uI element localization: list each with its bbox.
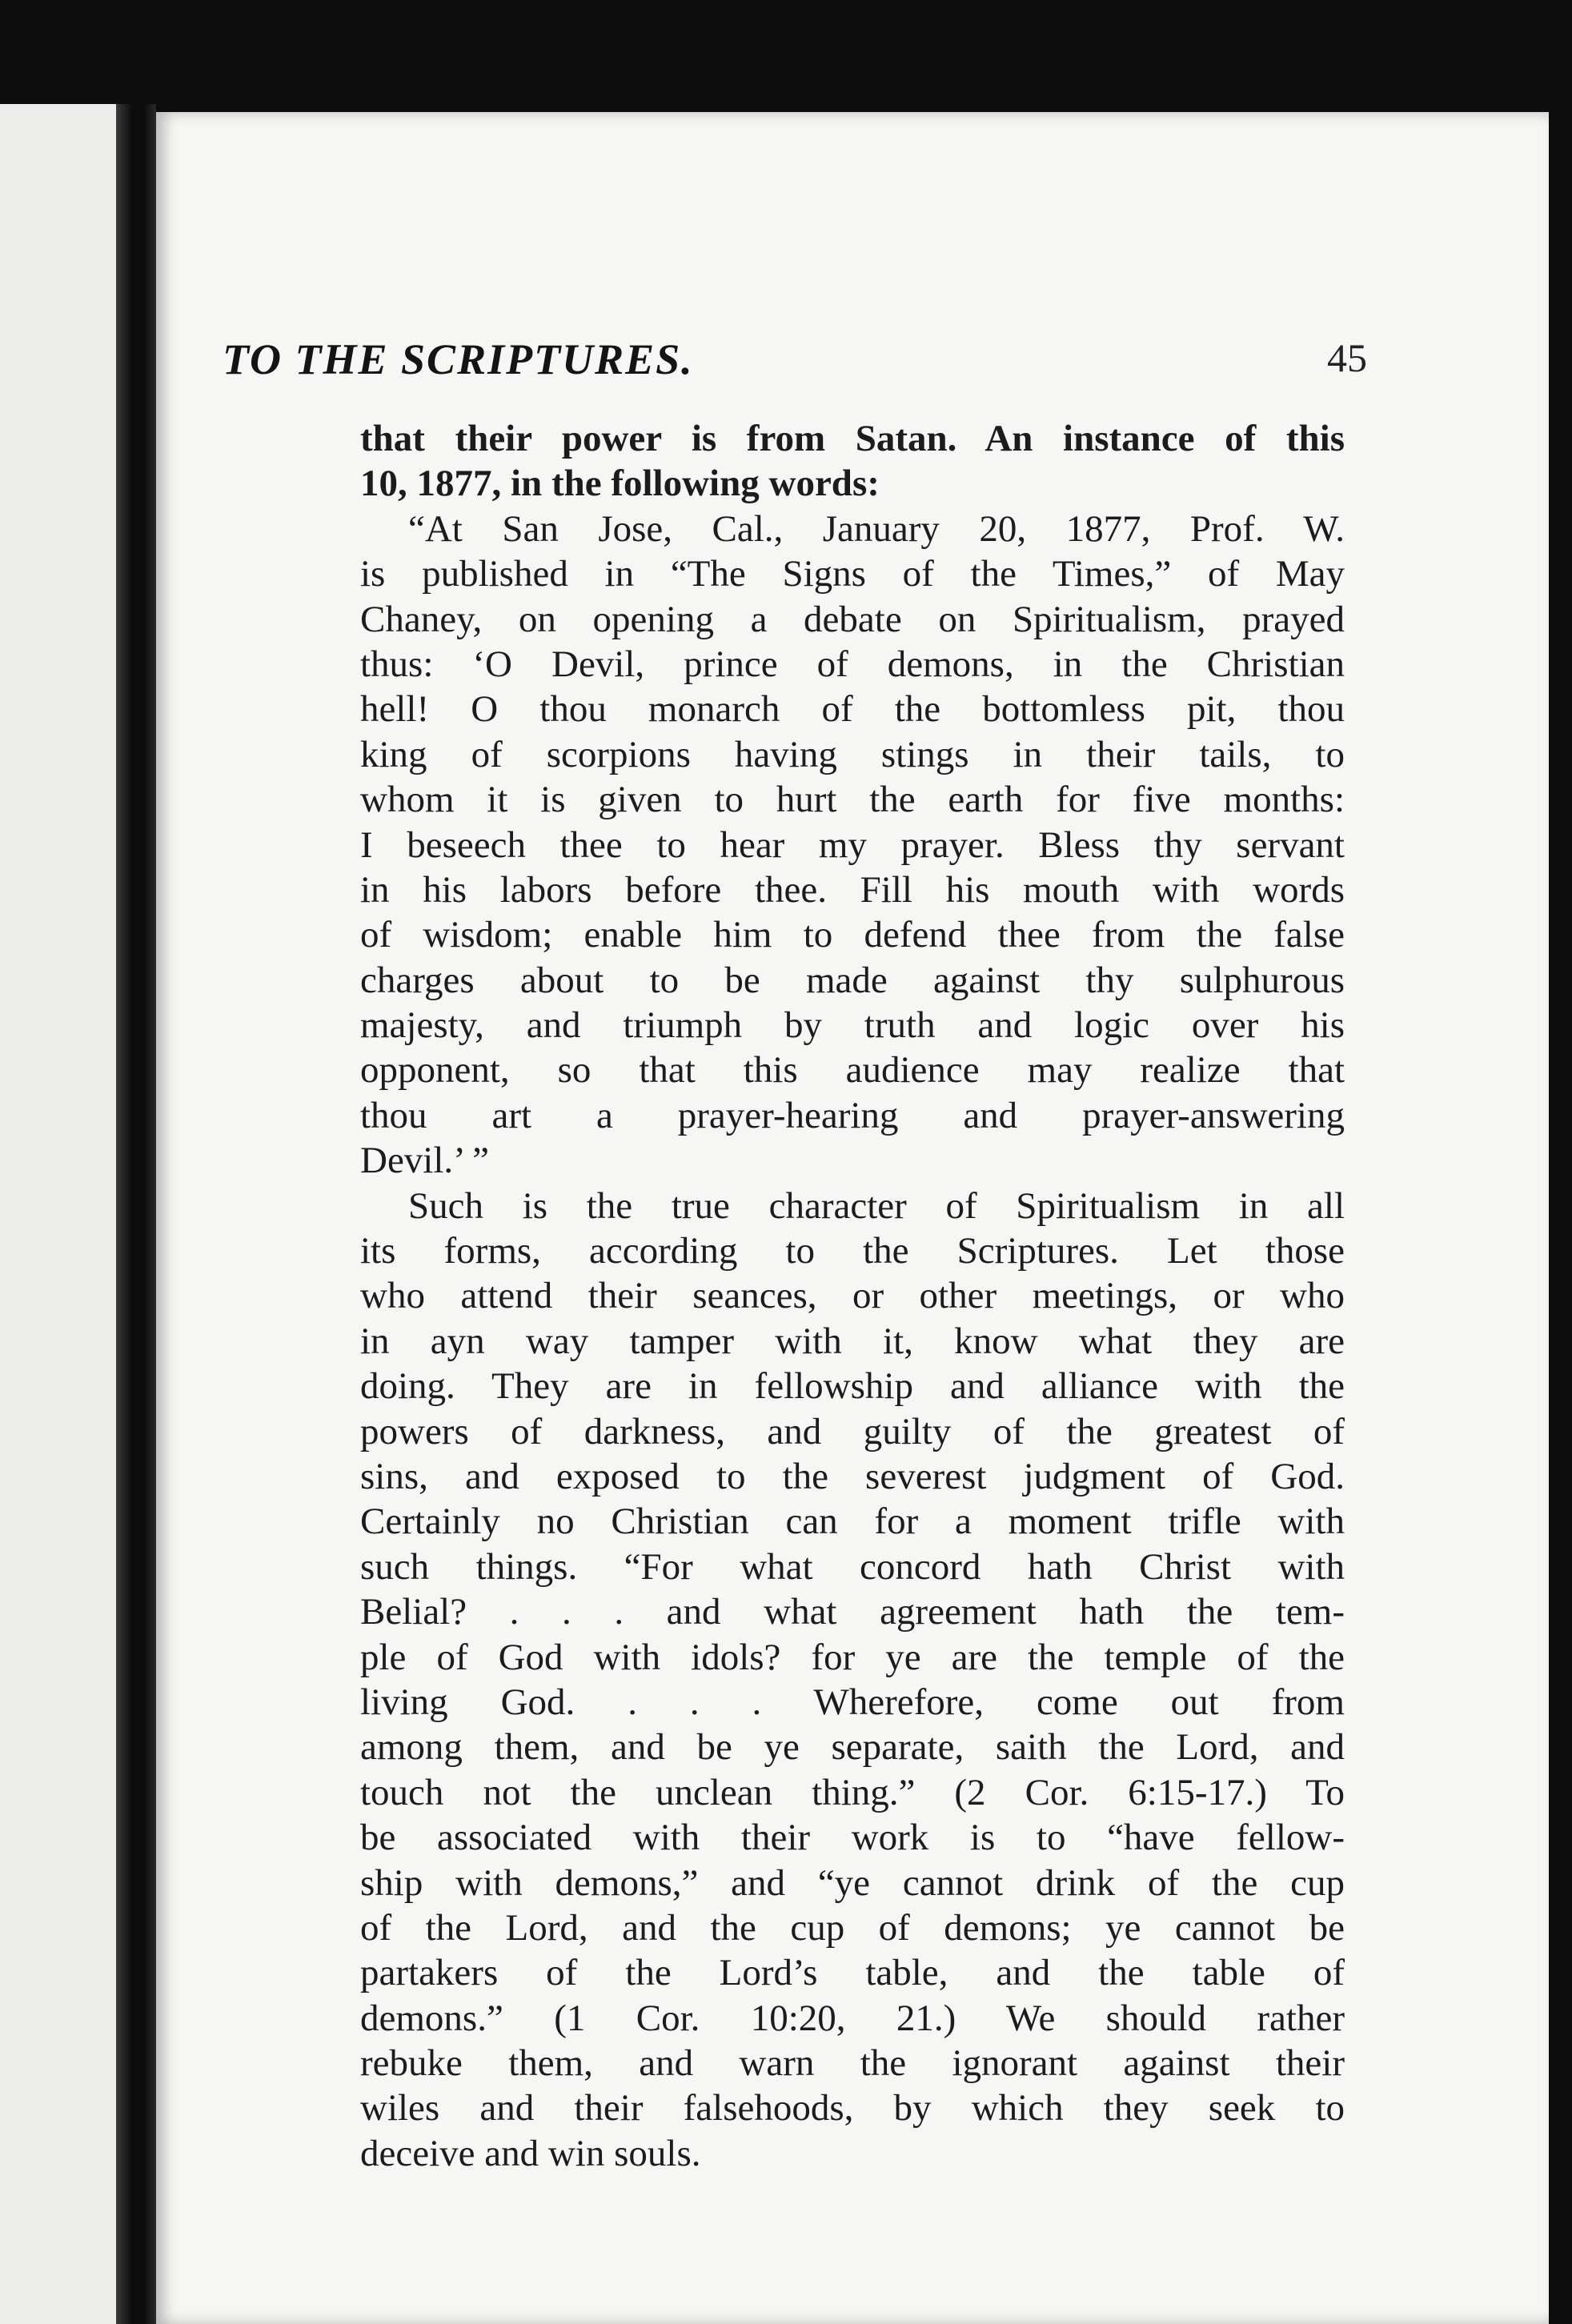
text-line: powers of darkness, and guilty of the greatest of — [360, 1410, 1345, 1452]
text-line: touch not the unclean thing.” (2 Cor. 6:15-17.) To — [360, 1771, 1345, 1813]
text-line: such things. “For what concord hath Christ with — [360, 1545, 1345, 1588]
facing-page-edge — [0, 104, 116, 2324]
text-line: partakers of the Lord’s table, and the table of — [360, 1952, 1345, 1994]
body-text — [360, 416, 1345, 2176]
text-line: deceive and win souls. — [360, 2132, 701, 2174]
text-line: majesty, and triumph by truth and logic over his — [360, 1004, 1345, 1047]
text-line: who attend their seances, or other meetings, or who — [360, 1275, 1345, 1317]
text-line: that their power is from Satan. An instance of this — [360, 418, 1345, 459]
text-line: Devil.’ ” — [360, 1140, 489, 1182]
running-head — [223, 335, 1367, 391]
text-line: opponent, so that this audience may realize that — [360, 1049, 1345, 1092]
text-line: 10, 1877, in the following words: — [360, 463, 880, 505]
text-line: ship with demons,” and “ye cannot drink of the cup — [360, 1861, 1345, 1904]
text-line: its forms, according to the Scriptures. Let those — [360, 1230, 1345, 1272]
text-line: king of scorpions having stings in their tails, to — [360, 733, 1345, 775]
text-line: whom it is given to hurt the earth for five months: — [360, 779, 1345, 821]
page-number: 45 — [1327, 335, 1367, 380]
text-line: thus: ‘O Devil, prince of demons, in the Christian — [360, 643, 1345, 685]
text-line: living God. . . . Wherefore, come out from — [360, 1681, 1345, 1723]
text-line: hell! O thou monarch of the bottomless pit, thou — [360, 688, 1345, 731]
text-line: Such is the true character of Spiritualism in all — [408, 1184, 1345, 1227]
text-line: of wisdom; enable him to defend thee from the false — [360, 914, 1345, 956]
text-line: is published in “The Signs of the Times,” of May — [360, 553, 1345, 595]
text-line: Chaney, on opening a debate on Spiritualism, prayed — [360, 598, 1345, 640]
text-line: doing. They are in fellowship and alliance with the — [360, 1365, 1345, 1408]
text-line: Belial? . . . and what agreement hath the tem- — [360, 1591, 1345, 1633]
text-line: demons.” (1 Cor. 10:20, 21.) We should rather — [360, 1997, 1345, 2039]
text-line: I beseech thee to hear my prayer. Bless thy servant — [360, 823, 1345, 866]
text-line: in his labors before thee. Fill his mouth with words — [360, 868, 1345, 911]
text-line: rebuke them, and warn the ignorant against their — [360, 2042, 1345, 2085]
text-line: thou art a prayer-hearing and prayer-answering — [360, 1094, 1345, 1136]
text-line: wiles and their falsehoods, by which they seek to — [360, 2087, 1345, 2130]
text-line: “At San Jose, Cal., January 20, 1877, Prof. W. — [408, 507, 1345, 550]
text-line: ple of God with idols? for ye are the temple of the — [360, 1636, 1345, 1678]
text-line: be associated with their work is to “have fellow- — [360, 1817, 1345, 1859]
text-line: charges about to be made against thy sulphurous — [360, 959, 1345, 1001]
text-line: sins, and exposed to the severest judgment of God. — [360, 1455, 1345, 1497]
text-line: among them, and be ye separate, saith the Lord, and — [360, 1726, 1345, 1769]
text-line: of the Lord, and the cup of demons; ye cannot be — [360, 1906, 1345, 1949]
text-line: Certainly no Christian can for a moment trifle with — [360, 1501, 1345, 1543]
running-head-title: TO THE SCRIPTURES. — [223, 335, 694, 383]
text-line: in ayn way tamper with it, know what they are — [360, 1320, 1345, 1362]
book-spine-gutter — [116, 104, 156, 2324]
